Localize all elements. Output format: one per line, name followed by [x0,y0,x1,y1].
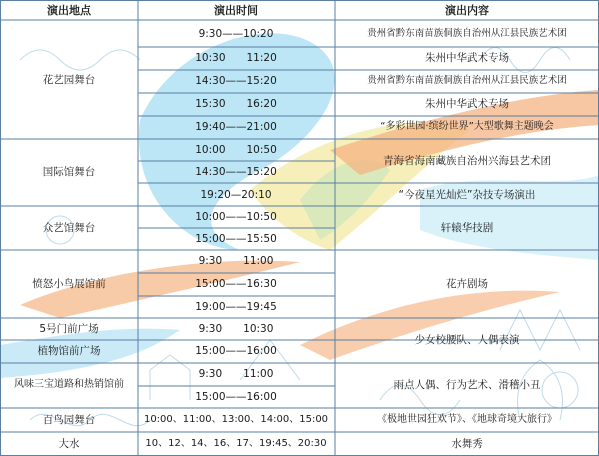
content-cell: 贵州省黔东南苗族侗族自治州从江县民族艺术团 [367,28,567,39]
content-cell: 青海省海南藏族自治州兴海县艺术团 [383,155,551,167]
time-cell: 10:30 11:20 [195,52,277,64]
time-cell: 14:30——15:20 [195,166,277,178]
venue-cell: 百鸟园舞台 [42,414,96,426]
content-cell: 雨点人偶、行为艺术、滑稽小丑 [393,379,541,391]
time-cell: 9:30 10:30 [198,323,274,335]
time-cell: 19:40——21:00 [195,121,277,133]
content-cell: 贵州省黔东南苗族侗族自治州从江县民族艺术团 [367,75,567,86]
time-cell: 19:20—20:10 [200,189,272,201]
time-cell: 9:30 11:00 [198,255,274,267]
time-cell: 15:30 16:20 [195,98,277,110]
content-cell: 花卉剧场 [446,278,488,290]
time-cell: 15:00——16:30 [195,278,277,290]
header-time: 演出时间 [214,4,258,17]
content-cell: 少女校腰队、人偶表演 [414,334,520,346]
content-cell: “多彩世园·缤纷世界”大型歌舞主题晚会 [380,121,554,132]
header-venue: 演出地点 [47,4,91,17]
venue-cell: 风味三宝道路和热销馆前 [14,379,124,390]
time-cell: 15:00——15:50 [195,233,277,245]
venue-cell: 植物馆前广场 [37,345,101,357]
time-cell: 15:00——16:00 [195,391,277,403]
content-cell: 《极地世园狂欢节》、《地球奇境大旅行》 [377,414,557,425]
venue-cell: 5号门前广场 [39,323,99,335]
time-cell: 9:30 11:00 [198,368,274,380]
content-cell: 朱州中华武术专场 [425,52,509,64]
time-cell: 10:00——10:50 [195,211,277,223]
venue-cell: 众艺馆舞台 [42,222,96,234]
time-cell: 14:30——15:20 [195,75,277,87]
time-cell: 15:00——16:00 [195,345,277,357]
time-cell: 10、12、14、16、17、19:45、20:30 [145,438,327,449]
time-cell: 19:00——19:45 [195,301,277,313]
venue-cell: 大水 [58,438,80,450]
header-content: 演出内容 [445,4,489,17]
content-cell: “今夜星光灿烂”杂技专场演出 [398,189,536,201]
time-cell: 10:00 10:50 [195,144,277,156]
time-cell: 10:00、11:00、13:00、14:00、15:00 [143,414,329,425]
venue-cell: 花艺园舞台 [42,74,96,86]
content-cell: 水舞秀 [451,438,483,450]
content-cell: 朱州中华武术专场 [425,98,509,110]
time-cell: 9:30——10:20 [198,28,274,40]
venue-cell: 国际馆舞台 [42,166,96,178]
venue-cell: 愤怒小鸟展馆前 [32,278,106,290]
content-cell: 轩辕华技剧 [440,222,494,234]
